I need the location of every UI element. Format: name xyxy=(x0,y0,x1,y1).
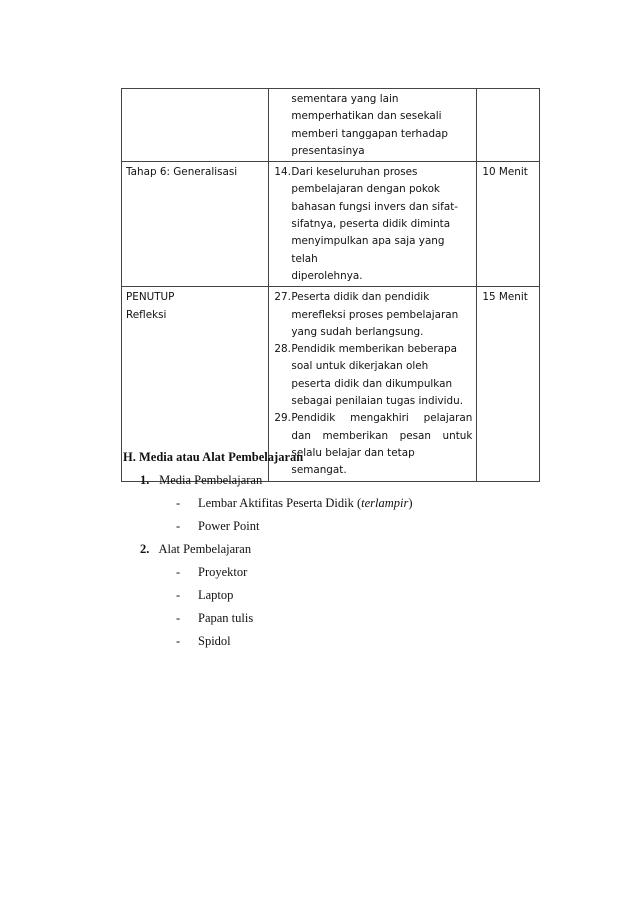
dash-bullet: - xyxy=(176,496,181,510)
time-cell xyxy=(477,89,540,162)
text-line: presentasinya xyxy=(291,144,365,157)
list-item xyxy=(123,515,543,538)
activity-cell xyxy=(269,162,477,287)
step-number: 27. xyxy=(274,291,291,304)
text-line: memperhatikan dan sesekali xyxy=(291,110,442,123)
media-subheading xyxy=(123,469,543,492)
item-text: Proyektor xyxy=(198,565,248,579)
list-item xyxy=(123,492,543,515)
step-text xyxy=(291,341,472,410)
text-line: Dari keseluruhan proses xyxy=(291,166,418,179)
text-line: Peserta didik dan pendidik xyxy=(291,291,430,304)
item-text: Spidol xyxy=(198,634,231,648)
item-text: Laptop xyxy=(198,588,234,602)
activity-step-27 xyxy=(274,289,472,341)
table-row xyxy=(122,162,540,287)
time-value: 10 Menit xyxy=(482,166,528,179)
media-section xyxy=(123,446,543,653)
list-item xyxy=(123,630,543,653)
activity-cell xyxy=(269,89,477,162)
text-line: sementara yang lain xyxy=(291,93,399,105)
text-line: soal untuk dikerjakan oleh xyxy=(291,360,429,373)
phase-label: PENUTUP xyxy=(126,291,175,304)
table-row xyxy=(122,89,540,162)
dash-bullet: - xyxy=(176,611,181,625)
text-line: memberi tanggapan terhadap xyxy=(291,127,448,140)
dash-bullet: - xyxy=(176,588,181,602)
text-line: Pendidik mengakhiri pelajaran xyxy=(291,412,473,425)
text-line: dan memberikan pesan untuk xyxy=(291,429,473,442)
step-number: 29. xyxy=(274,412,291,425)
activity-step-14 xyxy=(274,164,472,285)
phase-cell xyxy=(122,89,269,162)
time-cell xyxy=(477,162,540,287)
text-line: pembelajaran dengan pokok xyxy=(291,183,440,196)
section-heading: H. Media atau Alat Pembelajaran xyxy=(123,450,304,464)
item-text: Papan tulis xyxy=(198,611,254,625)
sub-label: Media Pembelajaran xyxy=(159,473,263,487)
text-line: sifatnya, peserta didik diminta xyxy=(291,218,451,231)
dash-bullet: - xyxy=(176,565,181,579)
step-text xyxy=(291,164,472,285)
lesson-plan-table xyxy=(121,88,540,482)
item-italic: terlampir xyxy=(361,496,409,510)
sub-label: Alat Pembelajaran xyxy=(158,542,252,556)
step-number: 14. xyxy=(274,166,291,179)
list-item xyxy=(123,584,543,607)
time-value: 15 Menit xyxy=(482,291,528,304)
sub-number: 1. xyxy=(140,473,150,487)
text-line: Pendidik memberikan beberapa xyxy=(291,343,458,356)
list-item xyxy=(123,561,543,584)
text-line: merefleksi proses pembelajaran xyxy=(291,308,459,321)
activity-step-28 xyxy=(274,341,472,410)
item-text: Lembar Aktifitas Peserta Didik ( xyxy=(198,496,362,510)
text-line: selalu belajar dan tetap semangat. xyxy=(291,446,415,477)
sub-number: 2. xyxy=(140,542,150,556)
activity-continuation xyxy=(274,91,472,160)
text-line: sebagai penilaian tugas individu. xyxy=(291,395,463,408)
item-text: Power Point xyxy=(198,519,260,533)
subphase-label: Refleksi xyxy=(126,308,167,321)
list-item xyxy=(123,607,543,630)
step-text xyxy=(291,289,472,341)
step-number: 28. xyxy=(274,343,291,356)
phase-cell xyxy=(122,162,269,287)
text-line: yang sudah berlangsung. xyxy=(291,325,424,338)
text-line: peserta didik dan dikumpulkan xyxy=(291,377,453,390)
item-close: ) xyxy=(408,496,413,510)
phase-label: Tahap 6: Generalisasi xyxy=(126,166,238,179)
tools-subheading xyxy=(123,538,543,561)
dash-bullet: - xyxy=(176,634,181,648)
text-line: bahasan fungsi invers dan sifat- xyxy=(291,200,459,213)
dash-bullet: - xyxy=(176,519,181,533)
text-line: diperolehnya. xyxy=(291,269,363,282)
text-line: menyimpulkan apa saja yang telah xyxy=(291,235,445,265)
